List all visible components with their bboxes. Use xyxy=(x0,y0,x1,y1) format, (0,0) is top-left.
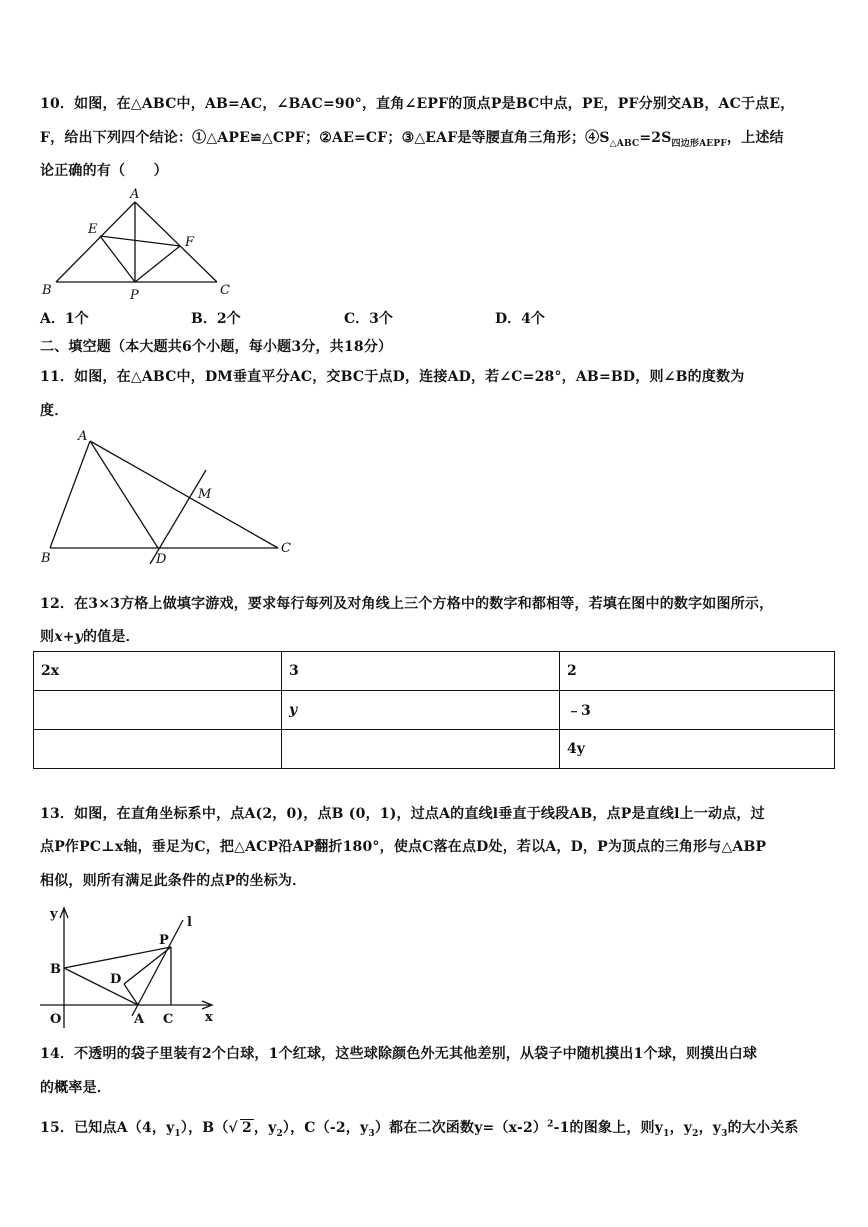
grid-cell: 2x xyxy=(34,652,282,691)
q13-label-b: B xyxy=(50,962,61,977)
grid-cell: y xyxy=(282,691,560,730)
q15-sup: 2 xyxy=(547,1119,554,1130)
q15-text: ，y xyxy=(669,1120,693,1136)
q14-text: ． xyxy=(96,1080,112,1096)
q11-label-m: M xyxy=(198,487,212,502)
q11-side-ab xyxy=(50,441,90,548)
q10-segment-pe xyxy=(100,236,135,282)
q10-segment-ef xyxy=(100,236,180,246)
q11-label-c: C xyxy=(281,541,291,556)
q10-label-e: E xyxy=(88,222,98,237)
q13-label-a: A xyxy=(134,1012,145,1027)
grid-cell xyxy=(34,730,282,769)
section-heading: 二、填空题（本大题共6个小题，每小题3分，共18分） xyxy=(40,339,393,355)
grid-cell xyxy=(282,730,560,769)
q13-label-y: y xyxy=(50,907,58,922)
q15-text: ），B（ xyxy=(180,1120,229,1136)
q15-sub: 3 xyxy=(368,1128,375,1139)
q12-text: 则 xyxy=(40,629,55,645)
q10-sub: △ABC xyxy=(609,138,640,149)
table-row xyxy=(34,652,835,691)
q15-line-1 xyxy=(40,1117,799,1139)
q11-label-b: B xyxy=(41,551,51,566)
q10-text: ，上述结 xyxy=(726,130,784,146)
q12-text: ． xyxy=(125,629,140,645)
q13-line-2: 点P作PC⊥x轴，垂足为C，把△ACP沿AP翻折180°，使点C落在点D处，若以A，D，P为顶点的三角形与△ABP xyxy=(40,839,767,855)
q13-figure xyxy=(40,902,220,1030)
q10-side-ab xyxy=(56,202,135,282)
q11-label-a: A xyxy=(78,429,88,444)
q13-segment-ab xyxy=(64,968,138,1005)
q13-label-x: x xyxy=(205,1010,213,1025)
q10-line-1: 10．如图，在△ABC中，AB=AC，∠BAC=90°，直角∠EPF的顶点P是BC中点，PE，PF分别交AB，AC于点E， xyxy=(40,96,795,112)
q13-label-p: P xyxy=(159,933,169,948)
q12-expression: x+y xyxy=(54,629,84,645)
q15-text: ）都在二次函数y=（x-2） xyxy=(374,1120,548,1136)
q15-sub: 2 xyxy=(692,1128,699,1139)
q10-segment-pf xyxy=(135,246,180,282)
q14-text: 的概率是 xyxy=(40,1080,97,1096)
q13-label-d: D xyxy=(110,972,122,987)
q13-segment-bp xyxy=(64,947,171,968)
q11-text: 11．如图，在△ABC中，DM垂直平分AC，交BC于点D，连接AD，若∠C=28°，AB=BD，则∠B的度数为 xyxy=(40,369,745,385)
q13-line-3 xyxy=(40,870,306,890)
q15-text: ），C（-2，y xyxy=(282,1120,369,1136)
grid-cell xyxy=(34,691,282,730)
q11-segment-ad xyxy=(90,441,158,548)
q12-line-1: 12．在3×3方格上做填字游戏，要求每行每列及对角线上三个方格中的数字和都相等，若填在图中的数字如图所示， xyxy=(40,596,774,612)
q13-label-o: O xyxy=(50,1012,62,1027)
table-row xyxy=(34,730,835,769)
grid-cell: 4y xyxy=(560,730,835,769)
q11-label-d: D xyxy=(156,552,167,567)
q11-line-2: 度． xyxy=(40,403,69,419)
q10-sub: 四边形AEPF xyxy=(671,138,727,149)
q15-text: 15．已知点A（4，y xyxy=(40,1120,175,1136)
q13-segment-pd xyxy=(124,947,171,984)
q10-label-p: P xyxy=(130,288,139,303)
q15-sub: 2 xyxy=(276,1128,283,1139)
q14-line-2 xyxy=(40,1077,111,1097)
q12-grid xyxy=(33,651,835,769)
grid-cell: ﹣3 xyxy=(560,691,835,730)
sqrt-icon: √ xyxy=(228,1120,238,1136)
q11-line-1 xyxy=(40,366,744,386)
q13-line-1: 13．如图，在直角坐标系中，点A(2，0)，点B (0，1)，过点A的直线l垂直于线段AB，点P是直线l上一动点，过 xyxy=(40,806,765,822)
q10-option-a[interactable]: A．1个 xyxy=(40,311,89,327)
q15-sub: 1 xyxy=(174,1128,181,1139)
q15-text: ，y xyxy=(698,1120,722,1136)
q10-line-3: 论正确的有（ ） xyxy=(40,163,168,179)
q14-line-1: 14．不透明的袋子里装有2个白球，1个红球，这些球除颜色外无其他差别，从袋子中随机摸出1个球，则摸出白球 xyxy=(40,1046,758,1062)
q15-radicand: 2 xyxy=(241,1120,252,1136)
q10-label-b: B xyxy=(42,283,52,298)
q11-side-ac xyxy=(90,441,278,548)
q15-text: 的大小关系 xyxy=(727,1120,799,1136)
q13-label-c: C xyxy=(163,1012,174,1027)
q10-line-2 xyxy=(40,127,784,149)
q10-label-a: A xyxy=(130,187,140,202)
q13-label-l: l xyxy=(187,915,192,930)
q10-option-c[interactable]: C．3个 xyxy=(344,311,393,327)
q10-text: F，给出下列四个结论：①△APE≌△CPF；②AE=CF；③△EAF是等腰直角三角形；④S xyxy=(40,130,610,146)
q15-sub: 1 xyxy=(663,1128,670,1139)
q10-option-d[interactable]: D．4个 xyxy=(495,311,545,327)
table-row xyxy=(34,691,835,730)
q13-text: ． xyxy=(292,873,307,889)
q11-line-dm xyxy=(150,470,206,564)
q12-line-2 xyxy=(40,626,140,646)
q10-label-f: F xyxy=(185,235,195,250)
grid-cell: 2 xyxy=(560,652,835,691)
grid-cell: 3 xyxy=(282,652,560,691)
q10-option-b[interactable]: B．2个 xyxy=(191,311,241,327)
q10-figure xyxy=(30,186,240,304)
q11-figure xyxy=(38,428,300,568)
q13-line-l xyxy=(132,920,183,1016)
q15-text: ，y xyxy=(253,1120,277,1136)
q10-text: =2S xyxy=(639,130,672,146)
q10-label-c: C xyxy=(220,283,230,298)
q15-text: -1的图象上，则y xyxy=(553,1120,664,1136)
q15-sub: 3 xyxy=(721,1128,728,1139)
q13-text: 相似，则所有满足此条件的点P的坐标为 xyxy=(40,873,293,889)
q12-text: 的值是 xyxy=(83,629,126,645)
